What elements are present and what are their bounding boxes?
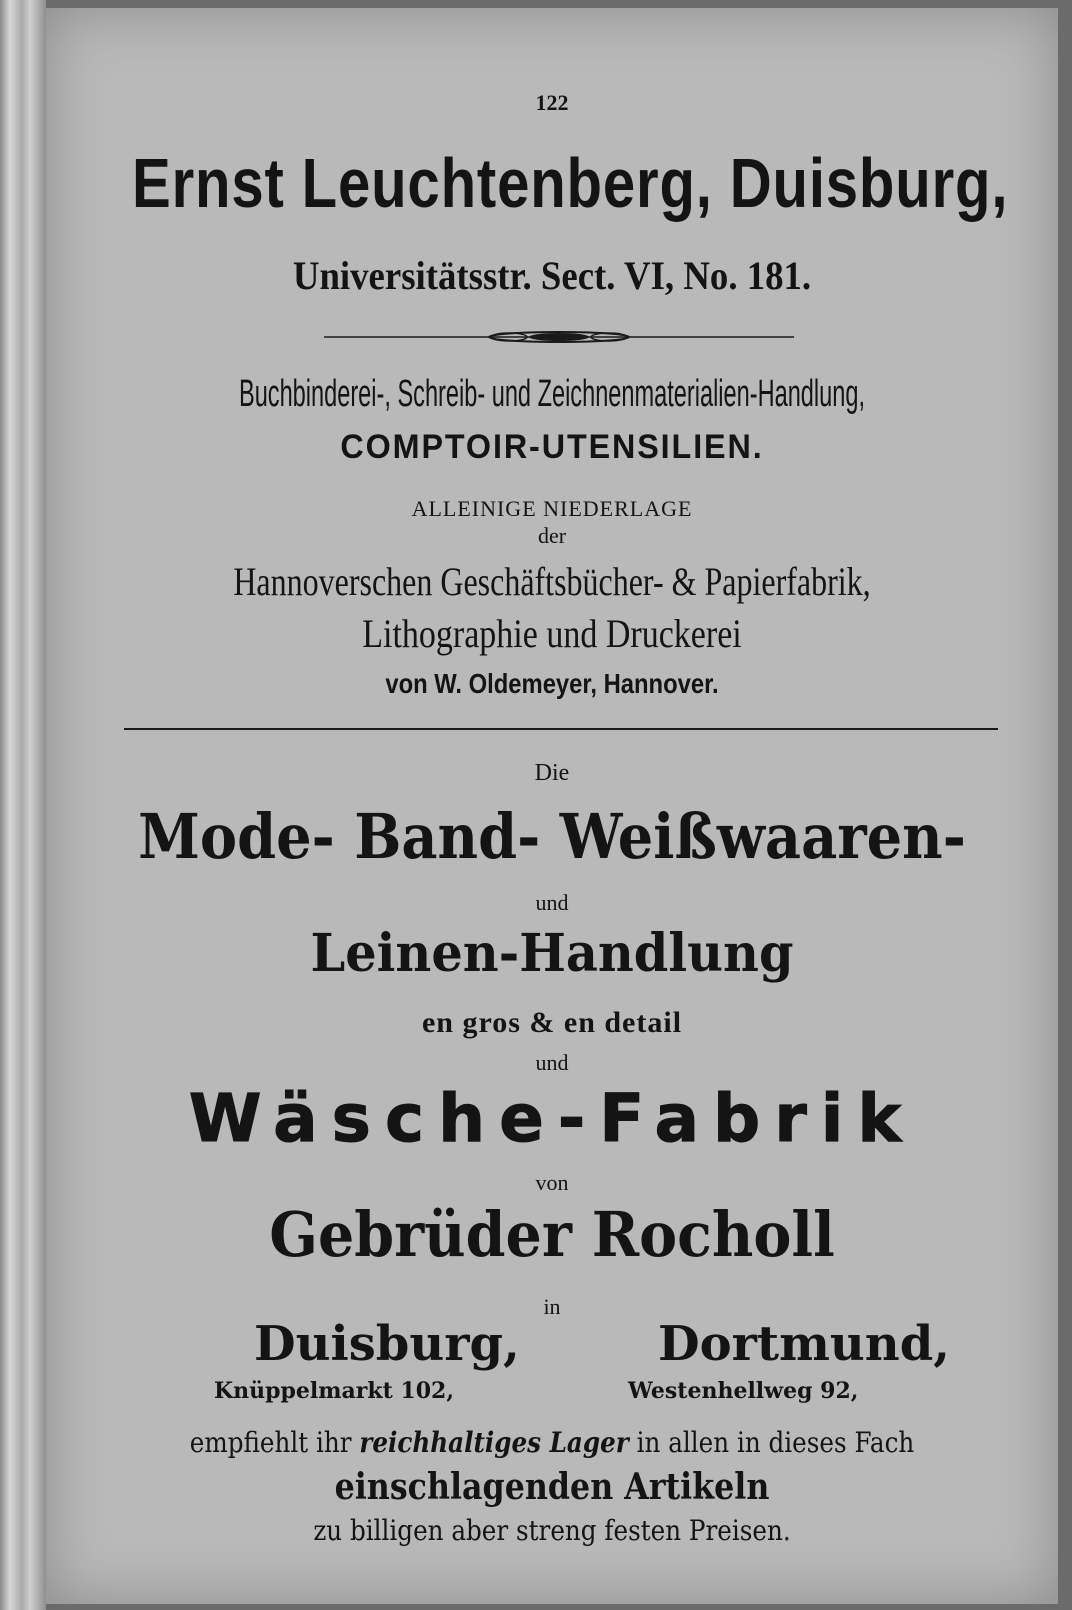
printing-line: Lithographie und Druckerei	[362, 611, 742, 656]
die-line: Die	[534, 760, 570, 786]
specialty-line: COMPTOIR-UTENSILIEN.	[340, 428, 764, 466]
book-binding-edge	[0, 0, 46, 1610]
street-dortmund: Westenhellweg 92,	[628, 1378, 859, 1404]
city-duisburg: Duisburg,	[254, 1316, 520, 1372]
und-line-2: und	[535, 1050, 569, 1075]
recommendation-line	[107, 1426, 998, 1459]
recommend-post: in allen in dieses Fach	[636, 1426, 915, 1459]
document-page	[46, 8, 1058, 1604]
laundry-factory-heading: Wäsche-Fabrik	[188, 1080, 916, 1157]
recommend-emphasis: reichhaltiges Lager	[359, 1426, 629, 1459]
company-name: Gebrüder Rocholl	[269, 1198, 835, 1271]
firm-address: Universitätsstr. Sect. VI, No. 181.	[292, 253, 812, 298]
prices-line: zu billigen aber streng festen Preisen.	[313, 1514, 791, 1547]
city-dortmund: Dortmund,	[658, 1316, 950, 1372]
und-line-1: und	[535, 890, 569, 915]
ornament-divider	[324, 330, 794, 344]
factory-line: Hannoverschen Geschäftsbücher- & Papierfabrik,	[233, 559, 871, 604]
recommend-pre: empfiehlt ihr	[189, 1426, 352, 1459]
goods-heading: Mode- Band- Weißwaaren-	[138, 800, 966, 873]
street-duisburg: Knüppelmarkt 102,	[214, 1378, 455, 1404]
trade-line: Buchbinderei-, Schreib- und Zeichnenmaterialien-Handlung,	[238, 373, 866, 415]
in-line: in	[543, 1294, 561, 1319]
section-divider	[124, 728, 998, 730]
wholesale-line: en gros & en detail	[421, 1006, 683, 1039]
der-line: der	[537, 523, 567, 548]
von-line: von	[535, 1170, 569, 1195]
firm-name: Ernst Leuchtenberg, Duisburg,	[132, 144, 1009, 222]
owner-line: von W. Oldemeyer, Hannover.	[385, 668, 719, 699]
agency-line: ALLEINIGE NIEDERLAGE	[411, 496, 693, 521]
articles-line: einschlagenden Artikeln	[334, 1466, 770, 1508]
linen-heading: Leinen-Handlung	[310, 923, 794, 984]
page-number: 122	[535, 90, 569, 115]
